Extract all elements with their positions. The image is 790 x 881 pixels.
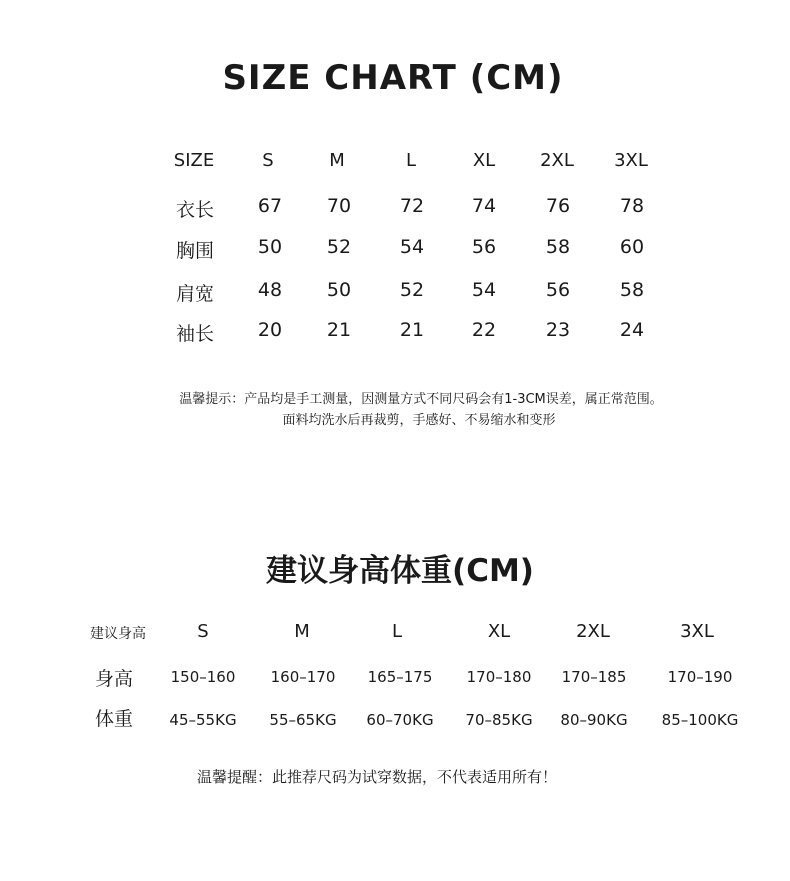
header-recommend-label: 建议身高 [90,626,146,642]
row-value: 48 [257,279,283,301]
size-chart-title: SIZE CHART (CM) [222,58,564,98]
row-value: 45–55KG [169,711,237,729]
row-value: 52 [399,279,425,301]
header-size-xl: XL [487,621,511,642]
header-size-2xl: 2XL [576,621,610,642]
row-value: 85–100KG [661,711,739,729]
recommend-title: 建议身高体重(CM) [266,553,534,589]
row-value: 170–185 [561,668,627,686]
row-label: 肩宽 [175,283,215,305]
row-value: 76 [545,195,571,217]
recommend-note: 温馨提醒：此推荐尺码为试穿数据，不代表适用所有！ [196,768,557,786]
row-value: 60–70KG [366,711,434,729]
header-size-l: L [405,150,417,171]
row-value: 170–180 [466,668,532,686]
header-size-m: M [329,150,345,171]
row-value: 58 [619,279,645,301]
row-value: 60 [619,236,645,258]
row-value: 74 [471,195,497,217]
row-value: 80–90KG [560,711,628,729]
row-value: 50 [257,236,283,258]
header-size-l: L [391,621,403,642]
header-size-m: M [294,621,310,642]
row-value: 56 [471,236,497,258]
header-size-label: SIZE [173,150,215,171]
header-size-xl: XL [472,150,496,171]
row-value: 150–160 [170,668,236,686]
header-size-3xl: 3XL [680,621,714,642]
row-value: 72 [399,195,425,217]
row-label: 体重 [94,708,134,730]
row-value: 170–190 [667,668,733,686]
row-value: 21 [399,319,425,341]
header-size-2xl: 2XL [540,150,574,171]
row-value: 78 [619,195,645,217]
row-value: 70–85KG [465,711,533,729]
fabric-note: 面料均洗水后再裁剪，手感好、不易缩水和变形 [282,413,556,428]
row-value: 23 [545,319,571,341]
header-size-3xl: 3XL [614,150,648,171]
row-value: 160–170 [270,668,336,686]
row-label: 身高 [94,668,134,690]
row-value: 70 [326,195,352,217]
row-value: 20 [257,319,283,341]
row-value: 56 [545,279,571,301]
row-value: 50 [326,279,352,301]
row-value: 58 [545,236,571,258]
row-value: 24 [619,319,645,341]
measurement-note: 温馨提示：产品均是手工测量，因测量方式不同尺码会有1-3CM误差，属正常范围。 [179,392,663,407]
row-value: 67 [257,195,283,217]
row-label: 衣长 [175,199,215,221]
row-value: 22 [471,319,497,341]
row-value: 52 [326,236,352,258]
row-value: 54 [399,236,425,258]
header-size-s: S [262,150,274,171]
row-label: 胸围 [175,240,215,262]
row-value: 55–65KG [269,711,337,729]
header-size-s: S [197,621,209,642]
row-value: 54 [471,279,497,301]
row-value: 21 [326,319,352,341]
row-label: 袖长 [175,323,215,345]
row-value: 165–175 [367,668,433,686]
